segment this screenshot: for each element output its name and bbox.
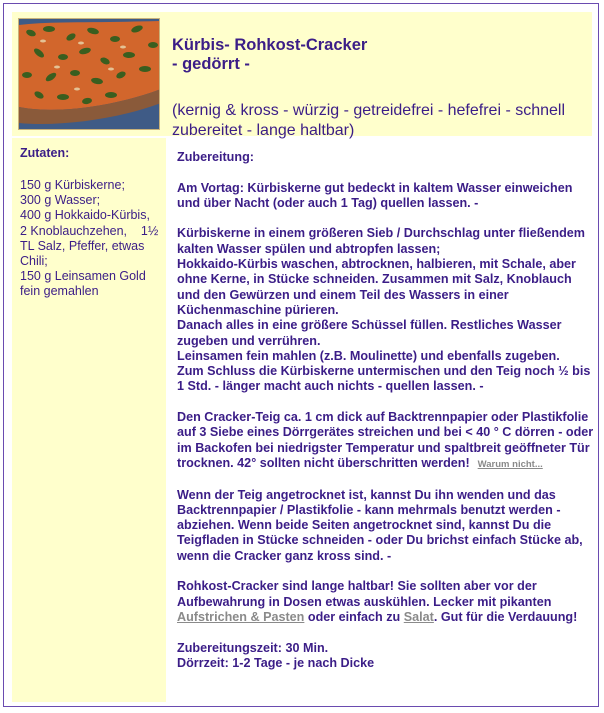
method-step-soak: Am Vortag: Kürbiskerne gut bedeckt in kaltem Wasser einweichen und über Nacht (oder auch 1 Tag) quellen lassen. - — [177, 180, 573, 210]
method-step-dry — [177, 410, 595, 472]
why-not-link[interactable]: Warum nicht... — [477, 458, 543, 470]
salad-link[interactable]: Salat — [403, 609, 434, 624]
ingredient-line: 2 Knoblauchzehen, 1½ — [20, 223, 159, 238]
title-line-2: - gedörrt - — [172, 55, 250, 73]
method-line: Zum Schluss die Kürbiskerne untermischen und den Teig noch ½ bis 1 Std. - länger macht auch nichts - quellen lassen. - — [177, 364, 591, 394]
recipe-header — [12, 12, 592, 139]
ingredient-line: fein gemahlen — [20, 284, 99, 299]
method-step-storage — [177, 579, 595, 625]
recipe-title — [172, 36, 367, 74]
method-text: Rohkost-Cracker sind lange haltbar! Sie sollten aber vor der Aufbewahrung in Dosen etwas auskühlen. Lecker mit pikanten — [177, 579, 552, 609]
ingredients-panel — [12, 138, 166, 702]
time-info — [177, 641, 595, 672]
method-line: Leinsamen fein mahlen (z.B. Moulinette) und ebenfalls zugeben. — [177, 348, 560, 363]
method-text: Den Cracker-Teig ca. 1 cm dick auf Backtrennpapier oder Plastikfolie auf 3 Siebe eines Dörrgerätes streichen und bei < 40 ° C dörren - oder im Backofen bei niedrigster Temperatur und spaltbreit geöffneter Tür trocknen. 42° sollten nicht überschritten werden! — [177, 410, 594, 470]
title-line-1: Kürbis- Rohkost-Cracker — [172, 36, 368, 54]
method-step-prepare — [177, 226, 595, 394]
ingredient-line: 150 g Leinsamen Gold — [20, 269, 146, 284]
ingredients-heading: Zutaten: — [20, 146, 70, 160]
prep-time: Zubereitungszeit: 30 Min. — [177, 640, 329, 655]
method-text: . Gut für die Verdauung! — [433, 609, 578, 624]
ingredient-line: TL Salz, Pfeffer, etwas — [20, 238, 145, 253]
spreads-link[interactable]: Aufstrichen & Pasten — [177, 609, 305, 624]
method-line: Danach alles in eine größere Schüssel füllen. Restliches Wasser zugeben und verrühren. — [177, 318, 562, 348]
cracker-image — [19, 19, 160, 130]
method-section — [177, 150, 595, 671]
dry-time: Dörrzeit: 1-2 Tage - je nach Dicke — [177, 655, 375, 670]
method-text: oder einfach zu — [304, 609, 404, 624]
ingredient-line: Chili; — [20, 254, 48, 269]
ingredient-line: 300 g Wasser; — [20, 193, 101, 208]
ingredients-list — [20, 178, 166, 300]
recipe-frame — [3, 3, 599, 707]
ingredient-line: 150 g Kürbiskerne; — [20, 178, 125, 192]
method-heading: Zubereitung: — [177, 150, 254, 164]
method-step-turn: Wenn der Teig angetrocknet ist, kannst Du ihn wenden und das Backtrennpapier / Plastikfolie - kann mehrmals benutzt werden - abziehen. Wenn beide Seiten angetrocknet sind, kannst Du die Teigfladen in Stücke schneiden - oder Du brichst einfach Stücke ab, wenn die Cracker ganz kross sind. - — [177, 487, 583, 563]
method-line: Kürbiskerne in einem größeren Sieb / Durchschlag unter fließendem kalten Wasser spülen und abtropfen lassen; — [177, 226, 585, 256]
cracker-photo — [18, 18, 160, 130]
method-line: Hokkaido-Kürbis waschen, abtrocknen, halbieren, mit Schale, aber ohne Kerne, in Stücke schneiden. Zusammen mit Salz, Knoblauch und den Gewürzen und einem Teil des Wassers in einer Küchenmaschine pürieren. — [177, 257, 576, 317]
ingredient-line: 400 g Hokkaido-Kürbis, — [20, 208, 150, 223]
recipe-tagline: (kernig & kross - würzig - getreidefrei - hefefrei - schnell zubereitet - lange haltbar) — [172, 102, 566, 139]
